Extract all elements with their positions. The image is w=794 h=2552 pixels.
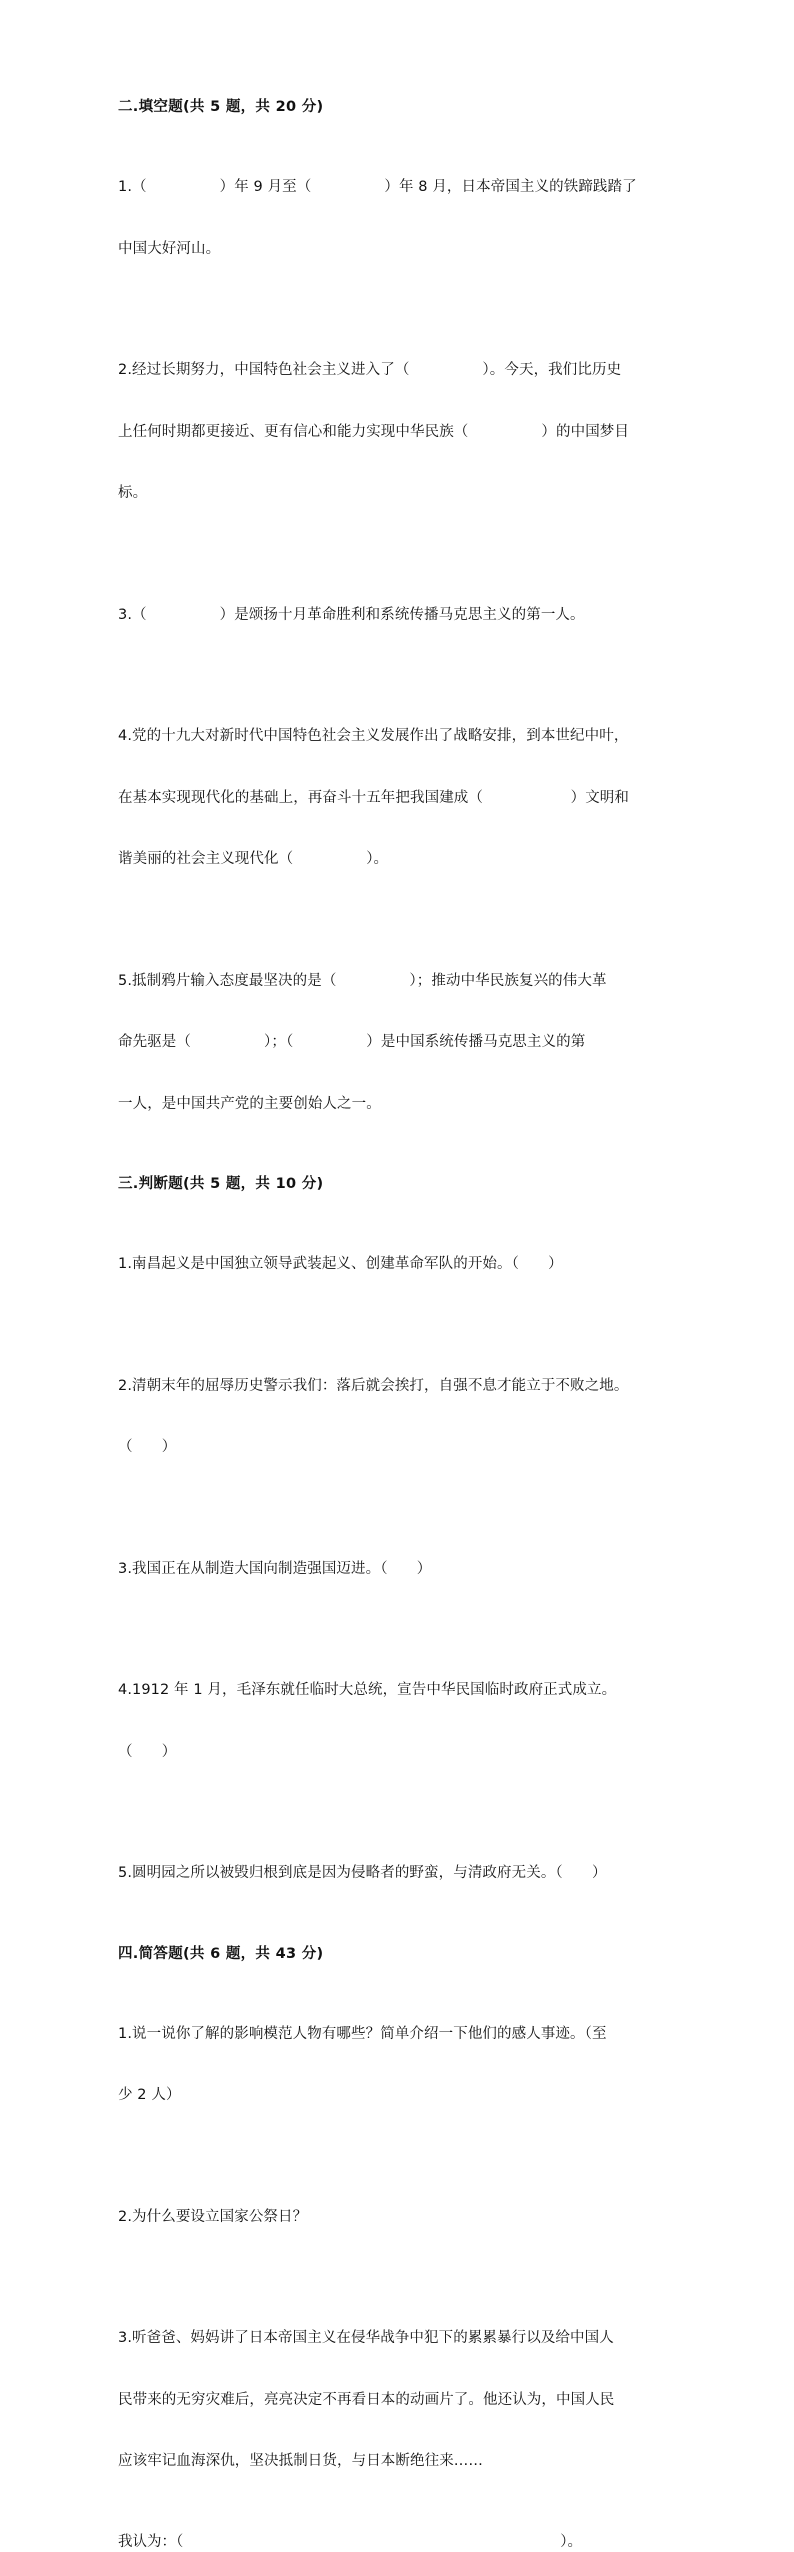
answer-line: 我认为：（ ）。	[118, 2532, 678, 2552]
question-line: 5.抵制鸦片输入态度最坚决的是（ ）；推动中华民族复兴的伟大革	[118, 971, 678, 992]
question-item	[118, 930, 678, 1156]
question-item	[118, 2166, 678, 2269]
exam-page	[118, 97, 678, 2552]
question-line: 在基本实现现代化的基础上，再奋斗十五年把我国建成（ ）文明和	[118, 788, 678, 809]
question-line: 1.南昌起义是中国独立领导武装起义、创建革命军队的开始。（ ）	[118, 1254, 678, 1275]
question-line: 2.为什么要设立国家公祭日？	[118, 2207, 678, 2228]
question-item	[118, 136, 678, 300]
question-item	[118, 685, 678, 911]
section-title: 四.简答题(共 6 题，共 43 分)	[118, 1944, 678, 1964]
question-line: 谐美丽的社会主义现代化（ ）。	[118, 849, 678, 870]
question-line: 5.圆明园之所以被毁归根到底是因为侵略者的野蛮，与清政府无关。（ ）	[118, 1863, 678, 1884]
question-item	[118, 1518, 678, 1621]
section-true-false	[118, 1174, 678, 1925]
question-line: 民带来的无穷灾难后，亮亮决定不再看日本的动画片了。他还认为，中国人民	[118, 2390, 678, 2411]
question-line: 4.1912 年 1 月，毛泽东就任临时大总统，宣告中华民国临时政府正式成立。	[118, 1680, 678, 1701]
question-item	[118, 1639, 678, 1803]
question-line: 3.我国正在从制造大国向制造强国迈进。（ ）	[118, 1559, 678, 1580]
question-item	[118, 1335, 678, 1499]
section-title: 二.填空题(共 5 题，共 20 分)	[118, 97, 678, 117]
question-line: 1.说一说你了解的影响模范人物有哪些？简单介绍一下他们的感人事迹。（至	[118, 2024, 678, 2045]
question-line: 3.（ ）是颂扬十月革命胜利和系统传播马克思主义的第一人。	[118, 605, 678, 626]
question-line: 标。	[118, 483, 678, 504]
question-line: （ ）	[118, 1742, 678, 1763]
question-item	[118, 564, 678, 667]
question-line: 一人，是中国共产党的主要创始人之一。	[118, 1094, 678, 1115]
question-line: 上任何时期都更接近、更有信心和能力实现中华民族（ ）的中国梦目	[118, 422, 678, 443]
question-line: 应该牢记血海深仇，坚决抵制日货，与日本断绝往来……	[118, 2451, 678, 2472]
question-line: 命先驱是（ ）；（ ）是中国系统传播马克思主义的第	[118, 1032, 678, 1053]
question-line: 1.（ ）年 9 月至（ ）年 8 月，日本帝国主义的铁蹄践踏了	[118, 177, 678, 198]
question-line: 3.听爸爸、妈妈讲了日本帝国主义在侵华战争中犯下的累累暴行以及给中国人	[118, 2328, 678, 2349]
question-line: 2.经过长期努力，中国特色社会主义进入了（ ）。今天，我们比历史	[118, 360, 678, 381]
question-item	[118, 1983, 678, 2147]
section-short-answer	[118, 1944, 678, 2552]
section-title: 三.判断题(共 5 题，共 10 分)	[118, 1174, 678, 1194]
question-item	[118, 1822, 678, 1925]
question-line: （ ）	[118, 1437, 678, 1458]
question-item	[118, 1213, 678, 1316]
question-item	[118, 2287, 678, 2513]
question-line: 2.清朝末年的屈辱历史警示我们：落后就会挨打，自强不息才能立于不败之地。	[118, 1376, 678, 1397]
question-item	[118, 319, 678, 545]
question-line: 少 2 人）	[118, 2085, 678, 2106]
section-fill-blank	[118, 97, 678, 1155]
question-line: 4.党的十九大对新时代中国特色社会主义发展作出了战略安排，到本世纪中叶，	[118, 726, 678, 747]
question-line: 中国大好河山。	[118, 239, 678, 260]
